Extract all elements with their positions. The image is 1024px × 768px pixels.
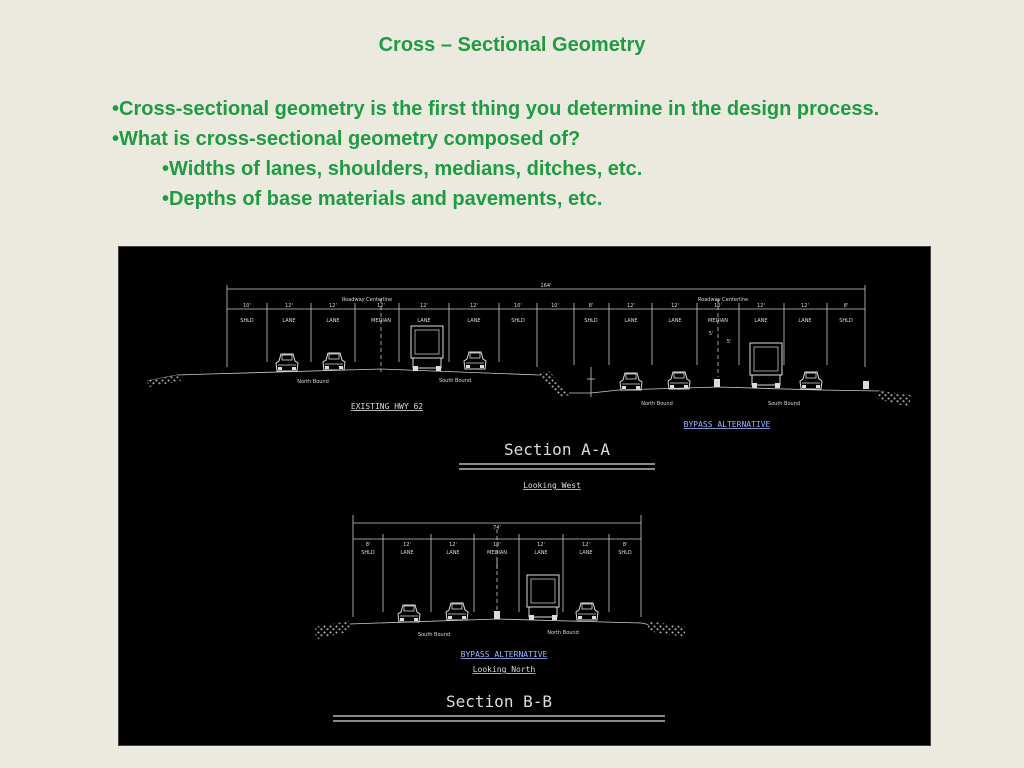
element-label: SHLD [618,550,632,556]
element-label: SHLD [361,550,375,556]
car-icon [668,372,690,389]
bullet-item: •What is cross-sectional geometry composed of? [112,128,581,150]
element-label: LANE [417,318,431,324]
truck-icon [527,575,559,620]
cad-drawing [119,247,932,747]
element-label: LANE [467,318,481,324]
median-barrier [494,611,500,619]
dim-label: 12' [329,303,337,309]
bullet-subitem: •Depths of base materials and pavements, etc. [162,188,603,210]
bullet-subitem: •Widths of lanes, shoulders, medians, ditches, etc. [162,158,643,180]
dim-label: 12' [757,303,765,309]
element-label: LANE [282,318,296,324]
element-label: LANE [446,550,460,556]
car-icon [323,353,345,370]
dim-label: 10' [551,303,559,309]
median-barrier [863,381,869,389]
car-icon [576,603,598,620]
looking-west-label: Looking West [523,481,581,490]
section-b-title: Section B-B [446,692,552,711]
section-a-a [147,285,911,407]
dim-label: 5' [726,339,732,345]
roadway-centerline-label: Roadway Centerline [697,297,749,303]
north-bound-label: North Bound [641,401,673,407]
car-icon [276,354,298,371]
truck-icon [750,343,782,388]
south-bound-label: South Bound [417,632,451,638]
truck-icon [411,326,443,371]
dim-label: 12' [285,303,293,309]
dim-label: 5' [708,331,714,337]
element-label: LANE [326,318,340,324]
looking-north-label: Looking North [472,665,536,674]
element-label: MEDIAN [371,318,391,324]
dim-label: 10' [514,303,522,309]
element-label: MEDIAN [708,318,728,324]
element-label: LANE [534,550,548,556]
element-label: LANE [624,318,638,324]
dim-label: 8' [622,542,628,548]
element-label: LANE [579,550,593,556]
cross-section-drawing [118,246,931,746]
bypass-caption: BYPASS ALTERNATIVE [683,420,771,429]
element-label: LANE [798,318,812,324]
overall-dimension-a: 164' [540,283,552,289]
bypass-caption: BYPASS ALTERNATIVE [460,650,548,659]
south-bound-label: South Bound [438,378,472,384]
dim-label: 10' [714,303,722,309]
north-bound-label: North Bound [297,379,329,385]
dim-label: 10' [493,542,501,548]
element-label: LANE [754,318,768,324]
car-icon [620,373,642,390]
element-label: SHLD [511,318,525,324]
slide-title: Cross – Sectional Geometry [378,34,646,56]
dim-label: 12' [420,303,428,309]
dim-label: 8' [843,303,849,309]
north-bound-label: North Bound [547,630,579,636]
dim-label: 12' [449,542,457,548]
element-label: LANE [400,550,414,556]
overall-dimension-b: 74' [493,525,501,531]
dim-label: 12' [627,303,635,309]
dim-label: 12' [537,542,545,548]
element-label: SHLD [240,318,254,324]
bullet-list [112,94,912,214]
dim-label: 12' [377,303,385,309]
car-icon [446,603,468,620]
south-bound-label: South Bound [767,401,801,407]
dim-label: 12' [582,542,590,548]
dim-label: 12' [801,303,809,309]
dim-label: 12' [403,542,411,548]
dim-label: 12' [671,303,679,309]
element-label: SHLD [839,318,853,324]
median-barrier [714,379,720,387]
dim-label: 12' [470,303,478,309]
dim-label: 8' [588,303,594,309]
section-b-b [315,515,685,639]
car-icon [464,352,486,369]
element-label: LANE [668,318,682,324]
car-icon [800,372,822,389]
existing-hwy-caption: EXISTING HWY 62 [350,402,424,411]
dim-label: 8' [365,542,371,548]
section-a-title: Section A-A [504,440,610,459]
element-label: SHLD [584,318,598,324]
car-icon [398,605,420,622]
element-label: MEDIAN [487,550,507,556]
roadway-centerline-label: Roadway Centerline [341,297,393,303]
dim-label: 10' [243,303,251,309]
bullet-item: •Cross-sectional geometry is the first thing you determine in the design process. [112,98,880,120]
